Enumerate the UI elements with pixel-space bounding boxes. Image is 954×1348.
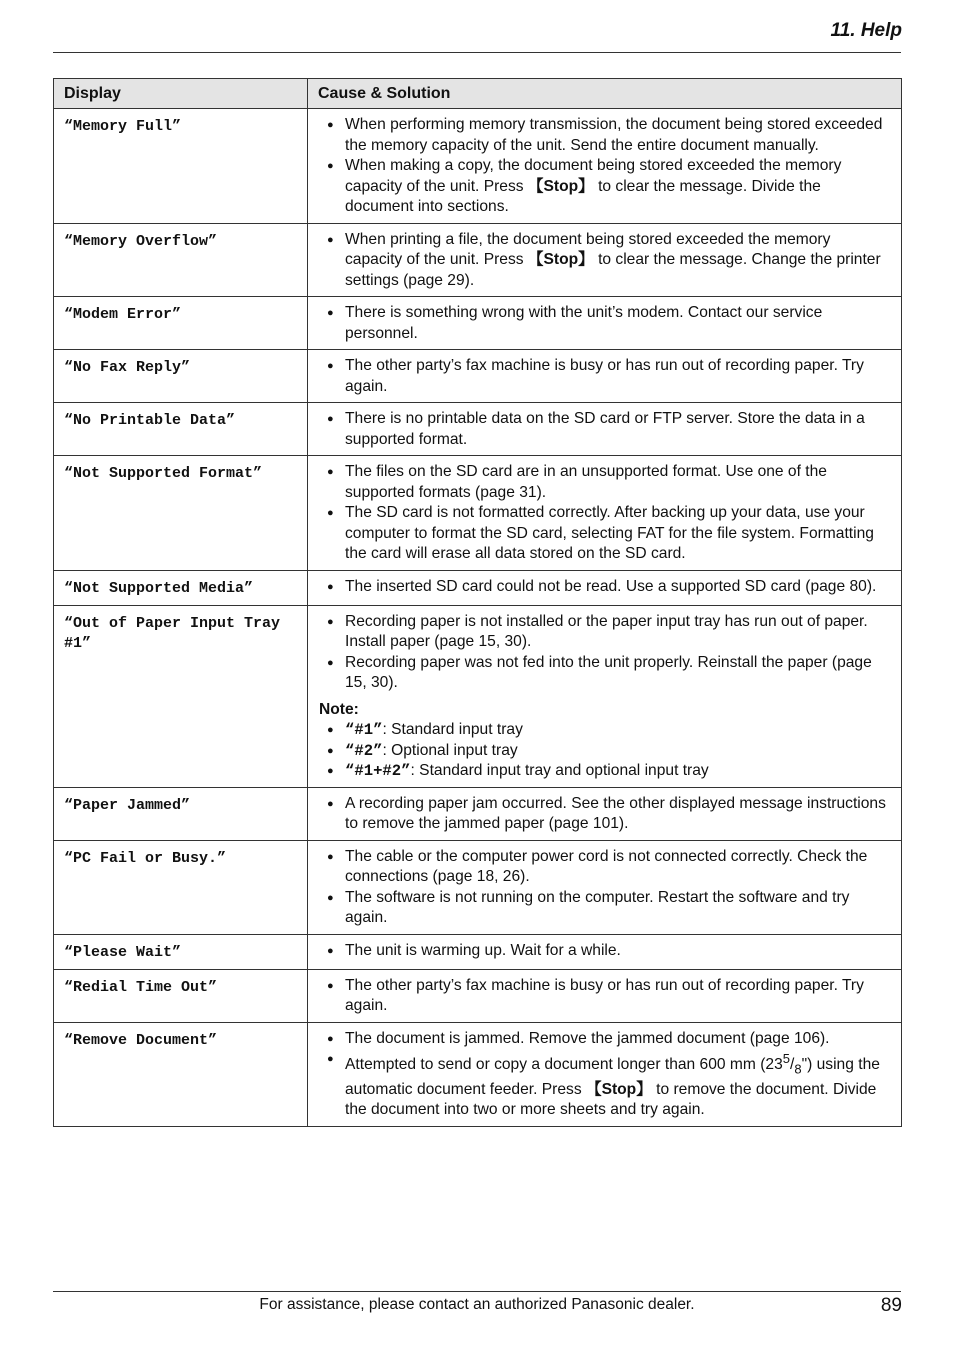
table-row <box>54 840 902 934</box>
list-item: ● There is no printable data on the SD card or FTP server. Store the data in a supported format. <box>319 409 891 450</box>
cause-solution-cell <box>308 840 902 934</box>
footer-divider <box>53 1291 901 1292</box>
table-row <box>54 934 902 969</box>
list-item: ● The document is jammed. Remove the jammed document (page 106). <box>319 1029 891 1050</box>
list-item: ● There is something wrong with the unit’s modem. Contact our service personnel. <box>319 303 891 344</box>
note-item <box>319 720 891 741</box>
list-item: ● The other party’s fax machine is busy or has run out of recording paper. Try again. <box>319 356 891 397</box>
cause-solution-cell <box>308 109 902 224</box>
list-item: ● When making a copy, the document being stored exceeded the memory capacity of the unit. Press 【Stop】 to clear the message. Divide the document into sections. <box>319 156 891 218</box>
key-label: 【Stop】 <box>585 1080 652 1098</box>
cause-solution-cell <box>308 350 902 403</box>
display-message: “Paper Jammed” <box>54 787 308 840</box>
help-messages-table <box>53 78 902 1127</box>
cause-solution-cell <box>308 403 902 456</box>
list-item: ● The other party’s fax machine is busy or has run out of recording paper. Try again. <box>319 976 891 1017</box>
header-divider <box>53 52 901 53</box>
tray-description: : Optional input tray <box>382 741 518 759</box>
cause-solution-cell <box>308 297 902 350</box>
cause-solution-cell <box>308 223 902 297</box>
list-item: ● A recording paper jam occurred. See the other displayed message instructions to remove the jammed paper (page 101). <box>319 794 891 835</box>
page-section-title: 11. Help <box>830 20 902 41</box>
cause-solution-cell <box>308 1022 902 1126</box>
display-message: “Not Supported Format” <box>54 456 308 571</box>
tray-description: : Standard input tray <box>382 721 523 738</box>
tray-code: “#2” <box>345 741 383 760</box>
list-item: ● Recording paper was not fed into the unit properly. Reinstall the paper (page 15, 30). <box>319 653 891 694</box>
display-message: “Remove Document” <box>54 1022 308 1126</box>
cause-solution-cell <box>308 456 902 571</box>
list-item: ● When performing memory transmission, the document being stored exceeded the memory capacity of the unit. Send the entire document manually. <box>319 115 891 156</box>
tray-code: “#1” <box>345 721 383 739</box>
note-item <box>319 761 891 782</box>
table-row <box>54 969 902 1022</box>
list-item: ● The software is not running on the computer. Restart the software and try again. <box>319 888 891 929</box>
item-text: ") using the automatic document feeder. Press 【Stop】 to remove the document. Divide the document into two or more sheets and try again. <box>345 1056 880 1119</box>
table-header-row <box>54 79 902 109</box>
fraction-slash: / <box>789 1056 795 1074</box>
display-message: “Redial Time Out” <box>54 969 308 1022</box>
tray-description: : Standard input tray and optional input tray <box>410 762 709 779</box>
column-header-cause: Cause & Solution <box>308 79 902 109</box>
tray-code: “#1+#2” <box>345 762 411 780</box>
note-item <box>319 741 891 762</box>
page-number: 89 <box>880 1295 902 1316</box>
table-row <box>54 223 902 297</box>
item-text: Attempted to send or copy a document longer than 600 mm (23 <box>345 1056 783 1074</box>
table-row <box>54 297 902 350</box>
cause-solution-cell <box>308 969 902 1022</box>
table-row <box>54 570 902 605</box>
cause-solution-cell <box>308 787 902 840</box>
table-row <box>54 787 902 840</box>
display-message: “Please Wait” <box>54 934 308 969</box>
list-item: ● The cable or the computer power cord is not connected correctly. Check the connections (page 18, 26). <box>319 847 891 888</box>
display-message: “No Fax Reply” <box>54 350 308 403</box>
table-row <box>54 403 902 456</box>
display-message: “Out of Paper Input Tray #1” <box>54 605 308 787</box>
table-row <box>54 456 902 571</box>
list-item: ● The SD card is not formatted correctly. After backing up your data, use your computer to format the SD card, selecting FAT for the file system. Formatting the card will erase all data stored on the SD card. <box>319 503 891 565</box>
table-row <box>54 605 902 787</box>
list-item: ● Recording paper is not installed or the paper input tray has run out of paper. Install paper (page 15, 30). <box>319 612 891 653</box>
display-message: “Memory Overflow” <box>54 223 308 297</box>
display-message: “Modem Error” <box>54 297 308 350</box>
footer-assistance-text: For assistance, please contact an authorized Panasonic dealer. <box>259 1296 695 1313</box>
cause-solution-cell <box>308 934 902 969</box>
cause-solution-cell <box>308 605 902 787</box>
cause-solution-cell <box>308 570 902 605</box>
list-item: ● The inserted SD card could not be read. Use a supported SD card (page 80). <box>319 577 891 598</box>
table-row <box>54 350 902 403</box>
fraction-numerator: 5 <box>782 1051 790 1066</box>
table-row <box>54 1022 902 1126</box>
table-row <box>54 109 902 224</box>
display-message: “Not Supported Media” <box>54 570 308 605</box>
note-list <box>319 720 891 782</box>
list-item <box>319 1049 891 1121</box>
column-header-display: Display <box>54 79 308 109</box>
display-message: “PC Fail or Busy.” <box>54 840 308 934</box>
fraction-denominator: 8 <box>794 1061 802 1077</box>
note-label: Note: <box>319 700 359 718</box>
list-item: ● The unit is warming up. Wait for a while. <box>319 941 891 962</box>
key-label: 【Stop】 <box>527 177 594 195</box>
display-message: “No Printable Data” <box>54 403 308 456</box>
list-item: ● The files on the SD card are in an unsupported format. Use one of the supported formats (page 31). <box>319 462 891 503</box>
list-item: ● When printing a file, the document being stored exceeded the memory capacity of the unit. Press 【Stop】 to clear the message. Change the printer settings (page 29). <box>319 230 891 292</box>
display-message: “Memory Full” <box>54 109 308 224</box>
key-label: 【Stop】 <box>527 251 594 268</box>
